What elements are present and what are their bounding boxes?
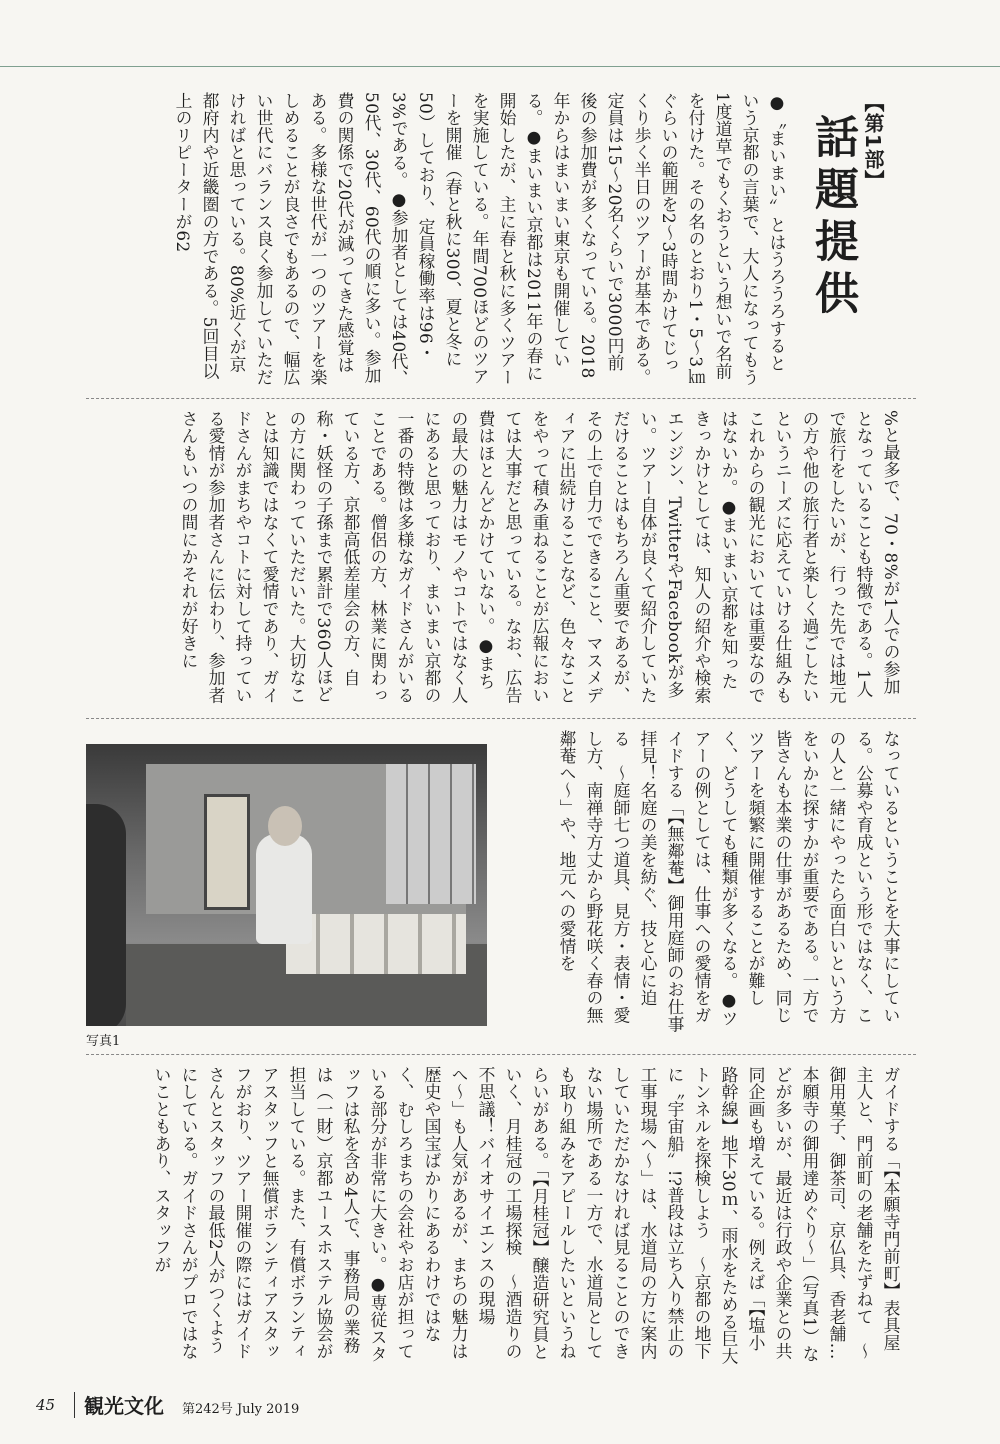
body-text: %と最多で、70・8%が1人での参加となっていることも特徴である。1人で旅行をしたいが、行った先では地元の方や他の旅行者と楽しく過ごしたいというニーズに応えていける仕組みもこれからの観光においては重要なのではないか。●まいまい京都を知ったきっかけとしては、知人の紹介や検索エンジン、TwitterやFacebookが多い。ツアー自体が良くて紹介していただけることはもちろん重要であるが、その上で自力でできること、マスメディアに出続けることなど、色々なことをやって積み重ねることが広報においては大事だと思っている。なお、広告費はほとんどかけていない。●まちの最大の魅力はモノやコトではなく人にあると思っており、まいまい京都の一番の特徴は多様なガイドさんがいることである。僧侶の方、林業に関わっている方、京都高低差崖会の方、自称・妖怪の子孫まで累計で360人ほどの方に関わっていただいた。大切なことは知識ではなくて愛情であり、ガイドさんがまちやコトに対して持っている愛情が参加者さんに伝わり、参加者さんもいつの間にかそれが好きに — [179, 410, 901, 704]
photo-shop-guide — [86, 744, 487, 1026]
body-text: ガイドする「【本願寺門前町】表具屋主人と、門前町の老舗をたずねて 〜御用菓子、御茶司、京仏具、香老舗…本願寺の御用達めぐり〜」（写真1）などが多いが、最近は行政や企業との共同企画も増えている。例えば「【塩小路幹線】地下30ｍ、雨水をためる巨大トンネルを探検しよう 〜京都の地下に〝宇宙船〟!?普段は立ち入り禁止の工事現場へ〜」は、水道局の方に案内していただかなければ見ることのできない場所である一方で、水道局としても取り組みをアピールしたいというねらいがある。「【月桂冠】醸造研究員といく、月桂冠の工場探検 〜酒造りの不思議！バイオサイエンスの現場へ〜」も人気があるが、まちの魅力は歴史や国宝ばかりにあるわけではなく、むしろまちの会社やお店が担っている部分が非常に大きい。●専従スタッフは私を含め4人で、事務局の業務は（一財）京都ユースホステル協会が担当している。また、有償ボランティアスタッフと無償ボランティアスタッフがおり、ツアー開催の際にはガイドさんとスタッフの最低2人がつくようにしている。ガイドさんがプロではないこともあり、スタッフが — [152, 1066, 901, 1365]
column-divider — [86, 718, 916, 719]
column-divider — [86, 398, 916, 399]
section-heading — [808, 92, 898, 382]
page-number: 45 — [36, 1396, 56, 1414]
text-column-mid — [86, 410, 904, 706]
text-column-photo-right — [520, 730, 904, 1034]
magazine-name: 観光文化 — [84, 1394, 164, 1418]
text-column-bottom — [86, 1066, 904, 1366]
body-text: ●〝まいまい〟とはうろうろするという京都の言葉で、大人になってもう1度道草でもくおうという想いで名前を付けた。その名のとおり1・5〜3㎞ぐらいの範囲を2〜3時間かけてじっくり歩く半日のツアーが基本である。定員は15〜20名くらいで3000円前後の参加費が多くなっている。2018年からはまいまい東京も開催している。●まいまい京都は2011年の春に開始したが、主に春と秋に多くツアーを実施している。年間700ほどのツアーを開催（春と秋に300、夏と冬に50）しており、定員稼働率は96・3%である。●参加者としては40代、50代、30代、60代の順に多い。参加費の関係で20代が減ってきた感覚はある。多様な世代が一つのツアーを楽しめることが良さでもあるので、幅広い世代にバランス良く参加していただければと思っている。80%近くが京都府内や近畿圏の方である。5回目以上のリピーターが62 — [173, 92, 787, 388]
column-divider — [86, 1054, 916, 1055]
text-column-top-right — [86, 92, 790, 388]
footer-separator — [74, 1392, 75, 1418]
top-rule — [0, 66, 1000, 67]
body-text: なっているということを大事にしている。公募や育成という形ではなく、この人と一緒にやったら面白いという方をいかに探すかが重要である。一方で皆さんも本業の仕事があるため、同じツアーを頻繁に開催することが難しく、どうしても種類が多くなる。●ツアーの例としては、仕事への愛情をガイドする「【無鄰菴】御用庭師のお仕事拝見！名庭の美を紡ぐ、技と心に迫る 〜庭師七つ道具、見方・表情・愛し方、南禅寺方丈から野花咲く春の無鄰菴へ〜」や、地元への愛情を — [557, 730, 901, 1033]
section-title: 話題提供 — [807, 114, 858, 322]
photo-caption: 写真1 — [86, 1034, 121, 1049]
section-label: 【第1部】 — [861, 92, 885, 191]
issue-info: 第242号 July 2019 — [182, 1402, 300, 1417]
